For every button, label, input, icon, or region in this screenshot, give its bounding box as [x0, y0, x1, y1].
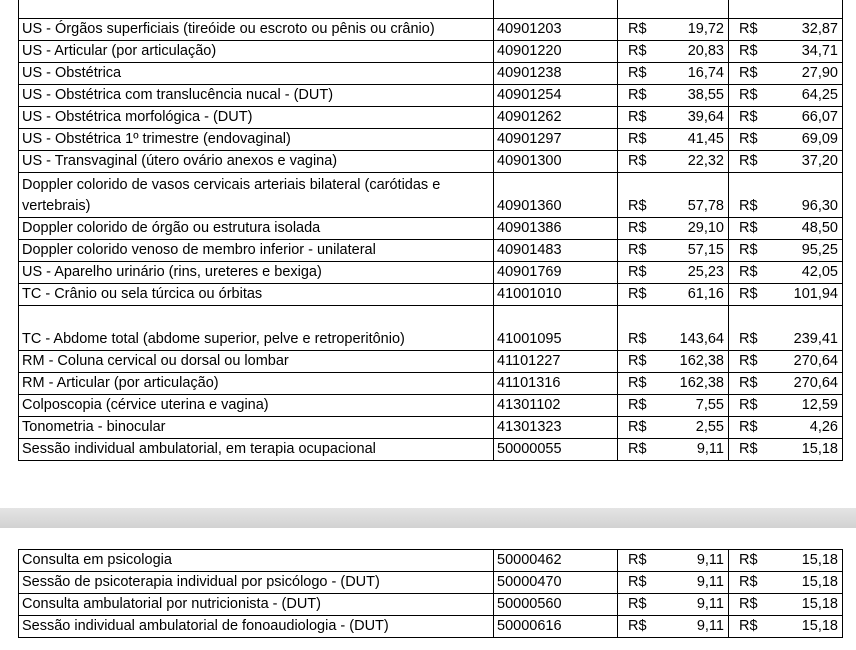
price-value: 101,94	[773, 284, 843, 306]
procedure-description: Doppler colorido de órgão ou estrutura isolada	[19, 218, 494, 240]
currency-symbol: R$	[729, 240, 773, 262]
currency-symbol: R$	[729, 107, 773, 129]
price-value: 69,09	[773, 129, 843, 151]
currency-symbol: R$	[729, 395, 773, 417]
price-value: 32,87	[773, 19, 843, 41]
price-value: 12,59	[773, 395, 843, 417]
currency-symbol: R$	[618, 173, 662, 218]
price-value: 9,11	[662, 550, 729, 572]
currency-symbol	[729, 0, 773, 19]
price-value: 15,18	[773, 550, 843, 572]
procedure-code: 50000560	[494, 594, 618, 616]
procedure-description: US - Articular (por articulação)	[19, 41, 494, 63]
table-row	[19, 550, 843, 572]
price-value: 66,07	[773, 107, 843, 129]
procedure-description: Doppler colorido venoso de membro inferior - unilateral	[19, 240, 494, 262]
table-row	[19, 284, 843, 306]
page-break-separator	[0, 508, 856, 528]
procedure-code: 40901262	[494, 107, 618, 129]
currency-symbol: R$	[618, 262, 662, 284]
currency-symbol: R$	[618, 151, 662, 173]
price-value: 2,55	[662, 417, 729, 439]
currency-symbol: R$	[618, 351, 662, 373]
currency-symbol: R$	[618, 550, 662, 572]
table-row	[19, 616, 843, 638]
procedure-code: 50000462	[494, 550, 618, 572]
price-value: 16,74	[662, 63, 729, 85]
price-value: 143,64	[662, 306, 729, 351]
table-row	[19, 439, 843, 461]
table-row	[19, 572, 843, 594]
currency-symbol: R$	[618, 572, 662, 594]
price-value: 270,64	[773, 351, 843, 373]
price-value: 37,20	[773, 151, 843, 173]
procedure-description: US - Obstétrica morfológica - (DUT)	[19, 107, 494, 129]
price-value: 38,55	[662, 85, 729, 107]
price-value: 9,11	[662, 572, 729, 594]
currency-symbol: R$	[618, 594, 662, 616]
currency-symbol: R$	[729, 151, 773, 173]
price-value: 95,25	[773, 240, 843, 262]
currency-symbol: R$	[729, 173, 773, 218]
price-value: 20,83	[662, 41, 729, 63]
procedure-description: US - Obstétrica 1º trimestre (endovaginal)	[19, 129, 494, 151]
procedure-price-table-continued	[18, 549, 843, 638]
currency-symbol: R$	[618, 19, 662, 41]
procedure-description: Sessão de psicoterapia individual por psicólogo - (DUT)	[19, 572, 494, 594]
table-row	[19, 129, 843, 151]
procedure-description	[19, 0, 494, 19]
currency-symbol: R$	[618, 240, 662, 262]
currency-symbol: R$	[729, 550, 773, 572]
table-row	[19, 240, 843, 262]
procedure-code: 41001010	[494, 284, 618, 306]
currency-symbol: R$	[618, 395, 662, 417]
procedure-code: 40901220	[494, 41, 618, 63]
currency-symbol: R$	[618, 63, 662, 85]
procedure-description: Colposcopia (cérvice uterina e vagina)	[19, 395, 494, 417]
procedure-price-table	[18, 0, 843, 461]
procedure-description: Sessão individual ambulatorial, em terapia ocupacional	[19, 439, 494, 461]
price-value: 57,15	[662, 240, 729, 262]
currency-symbol: R$	[729, 19, 773, 41]
table-row	[19, 85, 843, 107]
currency-symbol: R$	[729, 284, 773, 306]
price-value	[662, 0, 729, 19]
procedure-description: Consulta ambulatorial por nutricionista - (DUT)	[19, 594, 494, 616]
price-value: 239,41	[773, 306, 843, 351]
procedure-description: Tonometria - binocular	[19, 417, 494, 439]
price-value: 48,50	[773, 218, 843, 240]
currency-symbol: R$	[618, 218, 662, 240]
currency-symbol	[618, 0, 662, 19]
table-row	[19, 395, 843, 417]
price-value: 25,23	[662, 262, 729, 284]
currency-symbol: R$	[729, 63, 773, 85]
price-value: 15,18	[773, 572, 843, 594]
price-value: 61,16	[662, 284, 729, 306]
procedure-code: 40901360	[494, 173, 618, 218]
price-value: 39,64	[662, 107, 729, 129]
procedure-code: 40901300	[494, 151, 618, 173]
procedure-description: Doppler colorido de vasos cervicais arteriais bilateral (carótidas e vertebrais)	[19, 173, 494, 218]
procedure-code: 41301323	[494, 417, 618, 439]
procedure-code: 40901483	[494, 240, 618, 262]
procedure-code: 41301102	[494, 395, 618, 417]
table-row	[19, 107, 843, 129]
price-value: 7,55	[662, 395, 729, 417]
currency-symbol: R$	[618, 107, 662, 129]
procedure-code: 41101227	[494, 351, 618, 373]
table-row	[19, 0, 843, 19]
currency-symbol: R$	[729, 616, 773, 638]
table-row	[19, 594, 843, 616]
price-value: 270,64	[773, 373, 843, 395]
procedure-code	[494, 0, 618, 19]
currency-symbol: R$	[618, 439, 662, 461]
table-row	[19, 173, 843, 218]
procedure-code: 41101316	[494, 373, 618, 395]
currency-symbol: R$	[729, 417, 773, 439]
price-value: 15,18	[773, 594, 843, 616]
currency-symbol: R$	[618, 417, 662, 439]
table-row	[19, 41, 843, 63]
procedure-code: 40901254	[494, 85, 618, 107]
document-page-bottom	[0, 545, 856, 650]
procedure-description: Sessão individual ambulatorial de fonoaudiologia - (DUT)	[19, 616, 494, 638]
price-value: 15,18	[773, 439, 843, 461]
currency-symbol: R$	[729, 594, 773, 616]
currency-symbol: R$	[729, 439, 773, 461]
procedure-code: 50000055	[494, 439, 618, 461]
table-row	[19, 373, 843, 395]
price-value: 19,72	[662, 19, 729, 41]
price-value: 96,30	[773, 173, 843, 218]
table-row	[19, 351, 843, 373]
procedure-description: TC - Abdome total (abdome superior, pelve e retroperitônio)	[19, 306, 494, 351]
procedure-description: RM - Articular (por articulação)	[19, 373, 494, 395]
currency-symbol: R$	[618, 41, 662, 63]
price-value: 27,90	[773, 63, 843, 85]
procedure-description: US - Aparelho urinário (rins, ureteres e bexiga)	[19, 262, 494, 284]
currency-symbol: R$	[729, 306, 773, 351]
procedure-code: 41001095	[494, 306, 618, 351]
price-value: 57,78	[662, 173, 729, 218]
procedure-code: 40901203	[494, 19, 618, 41]
currency-symbol: R$	[618, 306, 662, 351]
currency-symbol: R$	[729, 351, 773, 373]
procedure-code: 40901386	[494, 218, 618, 240]
price-value: 64,25	[773, 85, 843, 107]
procedure-code: 50000470	[494, 572, 618, 594]
price-value: 42,05	[773, 262, 843, 284]
currency-symbol: R$	[618, 616, 662, 638]
currency-symbol: R$	[729, 373, 773, 395]
price-value: 4,26	[773, 417, 843, 439]
price-value	[773, 0, 843, 19]
currency-symbol: R$	[618, 284, 662, 306]
price-value: 162,38	[662, 351, 729, 373]
currency-symbol: R$	[618, 85, 662, 107]
currency-symbol: R$	[729, 129, 773, 151]
procedure-code: 40901769	[494, 262, 618, 284]
price-value: 9,11	[662, 616, 729, 638]
price-value: 15,18	[773, 616, 843, 638]
procedure-code: 50000616	[494, 616, 618, 638]
procedure-description: US - Obstétrica com translucência nucal - (DUT)	[19, 85, 494, 107]
currency-symbol: R$	[729, 572, 773, 594]
currency-symbol: R$	[729, 41, 773, 63]
table-row	[19, 151, 843, 173]
currency-symbol: R$	[618, 129, 662, 151]
table-row	[19, 63, 843, 85]
price-value: 9,11	[662, 594, 729, 616]
table-row	[19, 417, 843, 439]
currency-symbol: R$	[618, 373, 662, 395]
table-row	[19, 19, 843, 41]
procedure-description: RM - Coluna cervical ou dorsal ou lombar	[19, 351, 494, 373]
price-value: 9,11	[662, 439, 729, 461]
price-value: 41,45	[662, 129, 729, 151]
procedure-code: 40901297	[494, 129, 618, 151]
procedure-description: US - Transvaginal (útero ovário anexos e vagina)	[19, 151, 494, 173]
currency-symbol: R$	[729, 218, 773, 240]
price-value: 162,38	[662, 373, 729, 395]
procedure-description: US - Obstétrica	[19, 63, 494, 85]
price-value: 29,10	[662, 218, 729, 240]
currency-symbol: R$	[729, 85, 773, 107]
table-row	[19, 262, 843, 284]
price-value: 22,32	[662, 151, 729, 173]
price-value: 34,71	[773, 41, 843, 63]
procedure-description: TC - Crânio ou sela túrcica ou órbitas	[19, 284, 494, 306]
procedure-description: US - Órgãos superficiais (tireóide ou escroto ou pênis ou crânio)	[19, 19, 494, 41]
table-row	[19, 306, 843, 351]
currency-symbol: R$	[729, 262, 773, 284]
procedure-description: Consulta em psicologia	[19, 550, 494, 572]
table-row	[19, 218, 843, 240]
procedure-code: 40901238	[494, 63, 618, 85]
